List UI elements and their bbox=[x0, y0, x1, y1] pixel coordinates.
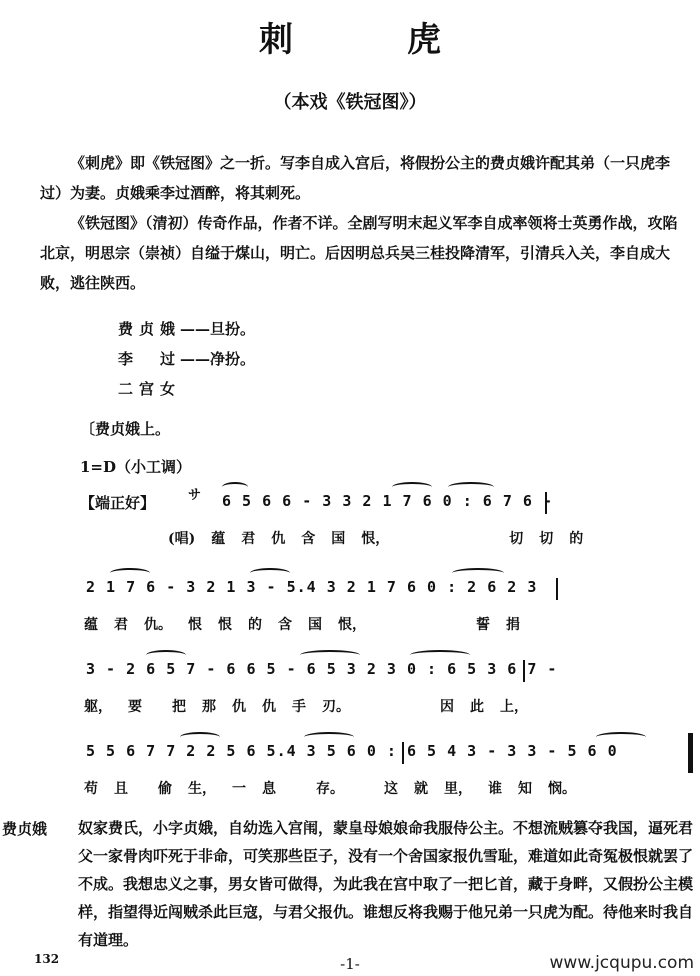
slur-mark bbox=[452, 568, 504, 578]
lyric-syllable: 息 bbox=[262, 781, 276, 797]
watermark: www.jcqupu.com bbox=[549, 953, 694, 973]
lyric-syllable: 躯， bbox=[84, 699, 112, 715]
page-title: 刺 虎 bbox=[259, 20, 481, 60]
cast-role: ——净扮。 bbox=[180, 350, 256, 368]
lyric-syllable: 那 bbox=[202, 699, 216, 715]
lyrics-line-3 bbox=[84, 696, 544, 716]
stage-direction: 〔费贞娥上。 bbox=[80, 420, 171, 438]
slur-mark bbox=[392, 482, 432, 492]
slur-mark bbox=[180, 732, 220, 742]
lyric-syllable: 蕴 bbox=[211, 531, 226, 547]
slur-mark bbox=[146, 650, 186, 660]
lyric-syllable: 含 bbox=[301, 531, 316, 547]
lyric-syllable: 国 bbox=[308, 617, 322, 633]
slur-mark bbox=[300, 650, 360, 660]
slur-mark bbox=[596, 732, 646, 742]
lyric-syllable: 手 bbox=[292, 699, 306, 715]
slur-mark bbox=[222, 482, 248, 492]
lyric-syllable: 的 bbox=[569, 531, 584, 547]
lyric-syllable: 仇 bbox=[262, 699, 276, 715]
lyric-syllable: 里， bbox=[444, 781, 472, 797]
intro-paragraph-2: 《铁冠图》（清初）传奇作品，作者不详。全剧写明末起义军李自成率领将士英勇作战，攻陷北京，明思宗（崇祯）自缢于煤山，明亡。后因明总兵吴三桂投降清军，引清兵入关，李自成大败，逃往陕西。 bbox=[40, 214, 678, 292]
lyric-syllable: 把 bbox=[172, 699, 186, 715]
score-line-1: 6 5 6 6 - 3 3 2 1 7 6 0 : 6 7 6 - bbox=[222, 492, 554, 510]
intro-paragraph-1: 《刺虎》即《铁冠图》之一折。写李自成入宫后，将假扮公主的费贞娥许配其弟（一只虎李过）为妻。贞娥乘李过酒醉，将其刺死。 bbox=[40, 154, 671, 202]
cast-item-1 bbox=[118, 318, 255, 339]
lyric-syllable: 恨 bbox=[188, 617, 202, 633]
lyric-syllable: 君 bbox=[114, 617, 128, 633]
lyrics-line-1 bbox=[168, 528, 599, 548]
lyric-syllable: 恨， bbox=[361, 531, 390, 547]
lyric-syllable: (唱) bbox=[168, 531, 196, 547]
lyric-syllable: 这 bbox=[384, 781, 398, 797]
lyric-syllable: 存。 bbox=[316, 781, 344, 797]
lyric-syllable: 恨， bbox=[338, 617, 366, 633]
bar-line bbox=[402, 742, 404, 764]
subtitle: （本戏《铁冠图》） bbox=[273, 92, 427, 113]
lyric-syllable: 的 bbox=[248, 617, 262, 633]
lyric-syllable: 蕴 bbox=[84, 617, 98, 633]
lyric-syllable: 上， bbox=[500, 699, 528, 715]
lyric-syllable: 含 bbox=[278, 617, 292, 633]
page-number: -1- bbox=[340, 955, 360, 973]
cast-item-3 bbox=[118, 378, 180, 399]
lyric-syllable: 就 bbox=[414, 781, 428, 797]
slur-mark bbox=[304, 732, 354, 742]
lyric-syllable: 此 bbox=[470, 699, 484, 715]
speech-text: 奴家费氏，小字贞娥，自幼选入宫闱，蒙皇母娘娘命我服侍公主。不想流贼篡夺我国，逼死君父一家骨肉吓死于非命，可笑那些臣子，没有一个舍国家报仇雪耻，难道如此奇冤极恨就罢了不成。我想忠义之事，男女皆可做得，为此我在宫中取了一把匕首，藏于身畔，又假扮公主模样，指望得近闯贼杀此巨寇，与君父报仇。谁想反将我赐于他兄弟一只虎为配。待他来时我自有道理。 bbox=[78, 819, 694, 949]
lyric-syllable: 仇。 bbox=[144, 617, 172, 633]
side-page-number: 132 bbox=[34, 952, 60, 966]
slur-mark bbox=[110, 568, 150, 578]
lyric-syllable: 偷 bbox=[158, 781, 172, 797]
lyric-syllable: 君 bbox=[241, 531, 256, 547]
cast-item-2 bbox=[118, 348, 255, 369]
slur-mark bbox=[410, 650, 470, 660]
lyric-syllable: 谁 bbox=[488, 781, 502, 797]
lyric-syllable: 仇 bbox=[232, 699, 246, 715]
score-line-3: 3 - 2 6 5 7 - 6 6 5 - 6 5 3 2 3 0 : 6 5 3 6 7 - bbox=[86, 660, 558, 678]
final-bar-line bbox=[688, 733, 693, 773]
slur-mark bbox=[448, 482, 494, 492]
lyrics-line-2 bbox=[84, 614, 536, 634]
lyric-syllable: 捐 bbox=[506, 617, 520, 633]
lyric-syllable: 刃。 bbox=[322, 699, 350, 715]
tune-name: 【端正好】 bbox=[80, 494, 156, 512]
bar-line bbox=[556, 578, 558, 600]
lyric-syllable: 一 bbox=[232, 781, 246, 797]
lyric-syllable: 国 bbox=[331, 531, 346, 547]
lyric-syllable: 生， bbox=[188, 781, 216, 797]
bar-line bbox=[523, 660, 525, 682]
cast-name: 二宫女 bbox=[118, 380, 182, 398]
lyric-syllable: 恨 bbox=[218, 617, 232, 633]
lyric-syllable: 誓 bbox=[476, 617, 490, 633]
free-meter-mark: サ bbox=[188, 488, 203, 503]
cast-role: ——旦扮。 bbox=[180, 320, 256, 338]
lyric-syllable: 知 bbox=[518, 781, 532, 797]
cast-name: 李 过 bbox=[118, 350, 182, 368]
score-line-2: 2 1 7 6 - 3 2 1 3 - 5.4 3 2 1 7 6 0 : 2 6 2 3 bbox=[86, 578, 538, 596]
lyric-syllable: 切 bbox=[539, 531, 554, 547]
lyric-syllable: 悯。 bbox=[548, 781, 576, 797]
lyrics-line-4 bbox=[84, 778, 592, 798]
lyric-syllable: 且 bbox=[114, 781, 128, 797]
key-signature: 1=D（小工调） bbox=[80, 458, 192, 476]
cast-name: 费贞娥 bbox=[118, 320, 182, 338]
lyric-syllable: 因 bbox=[440, 699, 454, 715]
lyric-syllable: 切 bbox=[509, 531, 524, 547]
bar-line bbox=[545, 492, 547, 514]
lyric-syllable: 仇 bbox=[271, 531, 286, 547]
lyric-syllable: 要 bbox=[128, 699, 142, 715]
slur-mark bbox=[250, 568, 290, 578]
lyric-syllable: 苟 bbox=[84, 781, 98, 797]
speaker-name: 费贞娥 bbox=[2, 820, 48, 838]
score-line-4: 5 5 6 7 7 2 2 5 6 5.4 3 5 6 0 : 6 5 4 3 - 3 3 - 5 6 0 bbox=[86, 742, 618, 760]
